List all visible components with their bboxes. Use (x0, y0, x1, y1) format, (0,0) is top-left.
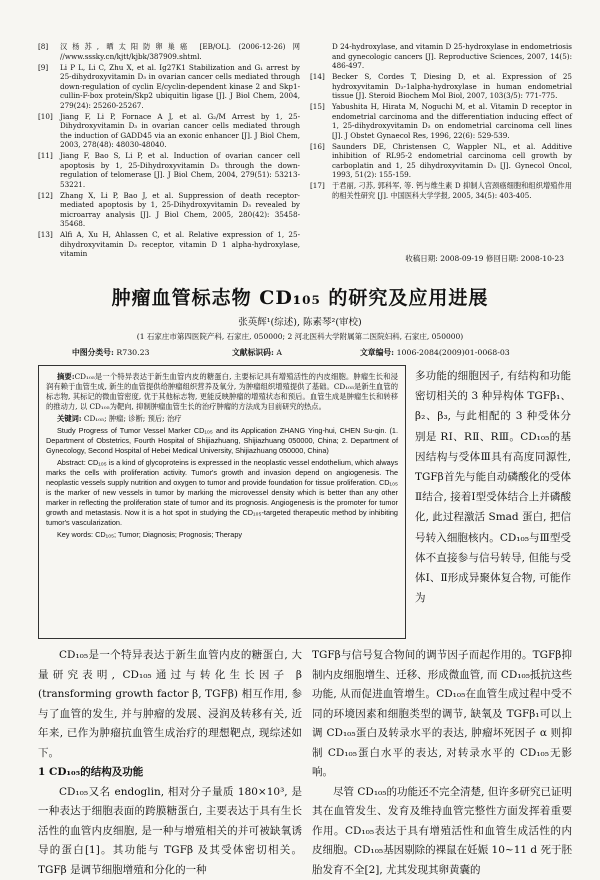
article-authors: 张英辉¹(综述), 陈素琴²(审校) (0, 314, 600, 328)
reference-item: [11] Jiang F, Bao S, Li P, et al. Induction of ovarian cancer cell apoptosis by 1, 25-Dihydroxyvitamin D₃ through the down-regulation of telomerase [J]. J Biol Chem, 2004, 279(51): 53213-53221. (38, 151, 300, 189)
reference-item: [10] Jiang F, Li P, Fornace A J, et al. G₂/M Arrest by 1, 25-Dihydroxyvitamin D₃ in ovarian cancer cells mediated through the induction of GADD45 via an exonic enhancer [J]. J Biol Chem, 2003, 278(48): 48030-48040. (38, 112, 300, 150)
reference-item: [17] 于君丽, 刁苏, 郭科军, 等. 钙与维生素 D 抑制人宫颈癌细胞和组织增殖作用的相关性研究 [J]. 中国医科大学学报, 2005, 34(5): 403-405. (310, 181, 572, 200)
keywords-zh: 关键词: CD₁₀₅; 肿瘤; 诊断; 预后; 治疗 (46, 414, 398, 424)
reference-item: [16] Saunders DE, Christensen C, Wappler NL, et al. Additive inhibition of RL95-2 endometrial carcinoma cell growth by carboplatin and 1, 25 dihydroxyvitamin D₃ [J]. Gynecol Oncol, 1993, 51(2): 155-159. (310, 142, 572, 180)
clc-number: 中图分类号: R730.23 (72, 347, 150, 358)
body-left-column (38, 646, 302, 880)
received-revised-dates: 收稿日期: 2008-09-19 修回日期: 2008-10-23 (405, 253, 564, 264)
reference-item: [15] Yabushita H, Hirata M, Noguchi M, et al. Vitamin D receptor in endometrial carcinoma and the differentiation inducing effect of 1, 25-dihydroxyvitamin D₃ on endometrial carcinoma cell lines [J]. J Obstet Gynaecol Res, 1996, 22(6): 529-539. (310, 102, 572, 140)
body-paragraph: TGFβ与信号复合物间的调节因子而起作用的。TGFβ抑制内皮细胞增生、迁移、形成微血管, 而 CD₁₀₅抵抗这些功能, 从而促进血管增生。CD₁₀₅在血管生成过程中受不同的环境因素和细胞类型的调节, 缺氧及 TGFβ₁可以上调 CD₁₀₅蛋白及转录水平的表达, 肿瘤坏死因子 α 则抑制 CD₁₀₅蛋白水平的表达, 对转录水平的 CD₁₀₅无影响。 (312, 646, 572, 783)
reference-item: [12] Zhang X, Li P, Bao J, et al. Suppression of death receptor-mediated apoptosis by 1, 25-Dihydroxyvitamin D₃ revealed by microarray analysis [J]. J Biol Chem, 2005, 280(42): 35458-35468. (38, 191, 300, 229)
references-right (310, 42, 572, 202)
reference-item: [9] Li P L, Li C, Zhu X, et al. Ig27K1 Stabilization and G₁ arrest by 25-dihydroxyvitamin D₃ in ovarian cancer cells mediated through down-regulation of cyclin E/cyclin-dependent kinase 2 and Skp1-cullin-F-box protein/Skp2 ubiquitin ligase [J]. J Biol Chem, 2004, 279(24): 25260-25267. (38, 63, 300, 111)
intro-paragraph: CD₁₀₅是一个特异表达于新生血管内皮的糖蛋白, 大量研究表明, CD₁₀₅通过与转化生长因子 β (transforming growth factor β, TGFβ) 相互作用, 参与了血管的发生, 并与肿瘤的发展、浸润及转移有关, 近年来, 已作为肿瘤抗血管生成治疗的理想靶点, 现综述如下。 (38, 646, 302, 763)
abstract-en-heading: Study Progress of Tumor Vessel Marker CD₁₀₅ and its Application ZHANG Ying-hui, CHEN Su-qin. (1. Department of Obstetrics, Fourth Hospital of Shijiazhuang, Shijiazhuang 050000, China; 2. Department of Gynecology, Second Hospital of Hebei Medical University, Shijiazhuang 050000, China) (46, 426, 398, 456)
abstract-en: Abstract: CD₁₀₅ is a kind of glycoproteins is expressed in the neoplastic vessel endothelium, which always marks the cells with proliferation activity. Tumor's growth and invasion depend on angiogenesis. The neoplastic vessels supply nutrition and oxygen to tumor and provide foundation for tissue proliferation. CD₁₀₅ is the marker of new vessels in tumor by marking the microvessel density which is better than any other marker in reflecting the proliferation state of tumor and its prognosis. Angiogenesis is the promoter for tumor growth and metastasis. Now it is a hot spot in studying the CD₁₀₅-targeted therapeutic method by inhibiting tumor's vascularization. (46, 458, 398, 528)
abstract-zh: 摘要:CD₁₀₅是一个特异表达于新生血管内皮的糖蛋白, 主要标记具有增殖活性的内皮细胞。肿瘤生长和浸润有赖于血管生成, 新生的血管提供给肿瘤组织营养及氧分, 为肿瘤组织增殖提供了基础。CD₁₀₅是新生血管的标志物, 其标记的微血管密度, 优于其他标志物, 更能反映肿瘤的增殖状态和预后。血管生成是肿瘤生长和转移的推动力, 以 CD₁₀₅为靶向, 抑制肿瘤血管生长的治疗肿瘤的方法成为目前研究的热点。 (46, 372, 398, 412)
keywords-en: Key words: CD₁₀₅; Tumor; Diagnosis; Prognosis; Therapy (46, 530, 398, 540)
author-affiliations: (1 石家庄市第四医院产科, 石家庄, 050000; 2 河北医科大学附属第二医院妇科, 石家庄, 050000) (0, 331, 600, 342)
article-number: 文章编号: 1006-2084(2009)01-0068-03 (360, 347, 510, 358)
article-title: 肿瘤血管标志物 CD₁₀₅ 的研究及应用进展 (0, 283, 600, 310)
body-right-column (312, 646, 572, 880)
reference-item: D 24-hydroxylase, and vitamin D 25-hydroxylase in endometriosis and gynecologic cancers [J]. Reproductive Sciences, 2007, 14(5): 486-497. (310, 42, 572, 71)
section-paragraph: CD₁₀₅又名 endoglin, 相对分子量质 180×10³, 是一种表达于细胞表面的跨膜糖蛋白, 主要表达于具有生长活性的血管内皮细胞, 是一种与增殖相关的并可被缺氧诱导的蛋白[1]。其功能与 TGFβ 及其受体密切相关。TGFβ 是调节细胞增殖和分化的一种 (38, 783, 302, 880)
reference-item: [13] Alfi A, Xu H, Ahlassen C, et al. Relative expression of 1, 25-dihydroxyvitamin D₃ receptor, vitamin D 1 alpha-hydroxylase, vitamin (38, 230, 300, 259)
references-left (38, 42, 300, 260)
reference-item: [8] 汉杨苏, 晒太阳防卵巢癌 [EB/OL]. (2006-12-26) 网 //www.sssky.cn/kjtt/kjbk/387909.shtml. (38, 42, 300, 61)
document-code: 文献标识码: A (232, 347, 282, 358)
section-heading: 1 CD₁₀₅的结构及功能 (38, 763, 302, 783)
abstract-box (38, 365, 406, 639)
reference-item: [14] Becker S, Cordes T, Diesing D, et al. Expression of 25 hydroxyvitamin D₃-1alpha-hydroxylase in human endometrial tissue [J]. Steroid Biochem Mol Biol, 2007, 103(3/5): 771-775. (310, 72, 572, 101)
body-paragraph: 尽管 CD₁₀₅的功能还不完全清楚, 但许多研究已证明其在血管发生、发育及维持血管完整性方面发挥着重要作用。CD₁₀₅表达于具有增殖活性和血管生成活性的内皮细胞。CD₁₀₅基因剔除的裸鼠在妊娠 10~11 d 死于胚胎发育不全[2], 尤其发现其卵黄囊的 (312, 783, 572, 880)
right-column-text: 多功能的细胞因子, 有结构和功能密切相关的 3 种异构体 TGFβ₁、β₂、β₃, 与此相配的 3 种受体分别是 RⅠ、RⅡ、RⅢ。CD₁₀₅的基因结构与受体Ⅲ具有高度同源性, TGFβ首先与能自动磷酸化的受体Ⅱ结合, 接着Ⅰ型受体结合上并磷酸化, 此过程激活 Smad 蛋白, 把信号转入细胞核内。CD₁₀₅与Ⅲ型受体不直接参与信号转导, 但能与受体Ⅰ、Ⅱ形成异聚体复合物, 可能作为 (415, 366, 571, 608)
